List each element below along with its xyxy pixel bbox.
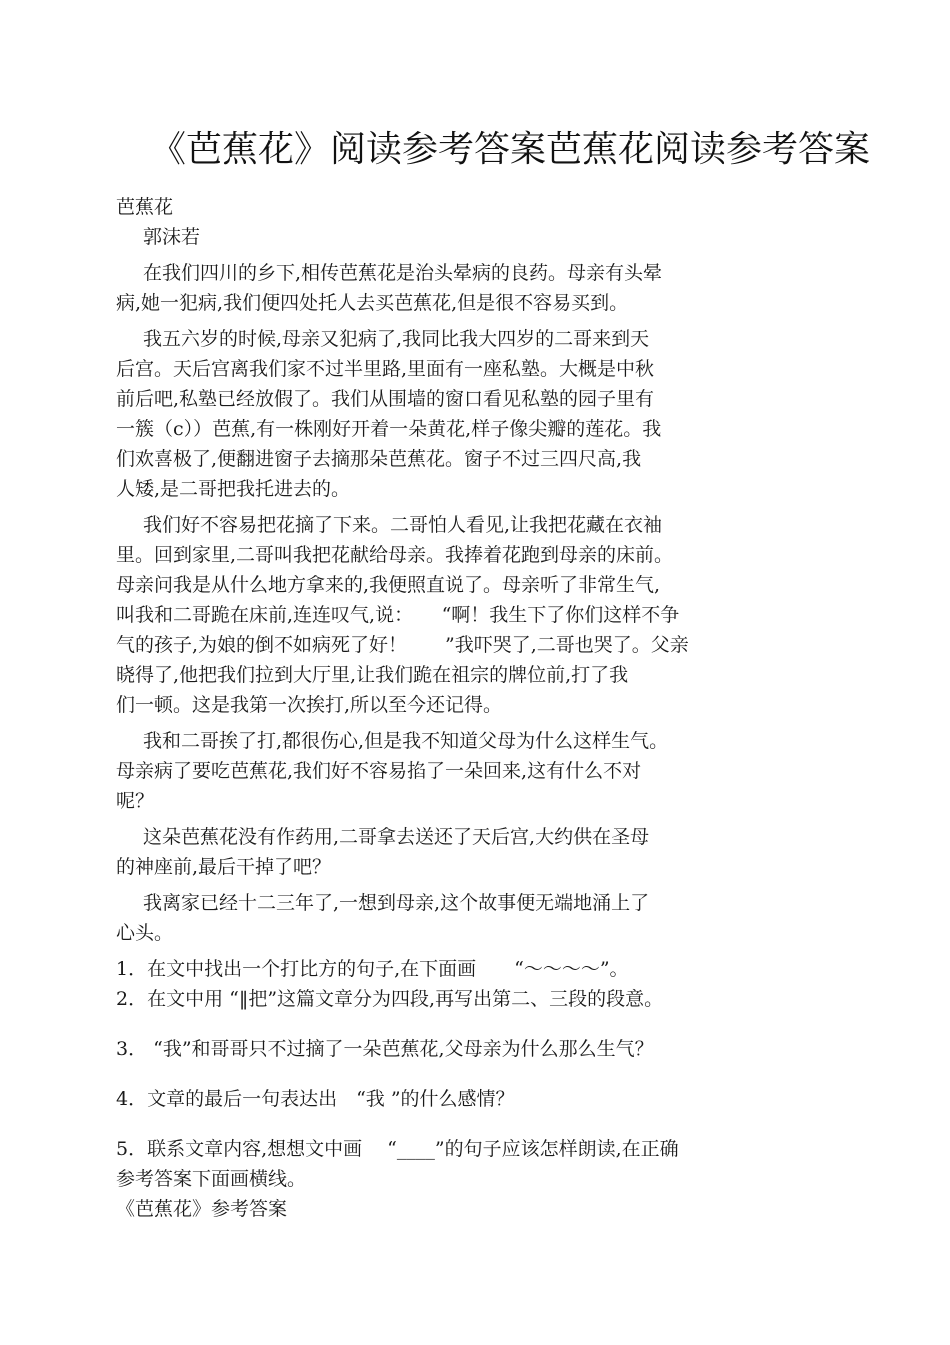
document-title: 《芭蕉花》阅读参考答案芭蕉花阅读参考答案 xyxy=(150,129,871,170)
paragraph-line: 们一顿。这是我第一次挨打,所以至今还记得。 xyxy=(116,694,503,716)
paragraph-line: 后宫。天后宫离我们家不过半里路,里面有一座私塾。大概是中秋 xyxy=(116,358,655,380)
paragraph-line: 气的孩子,为娘的倒不如病死了好！ ”我吓哭了,二哥也哭了。父亲 xyxy=(116,634,689,656)
paragraph-line: 我五六岁的时候,母亲又犯病了,我同比我大四岁的二哥来到天 xyxy=(143,328,650,350)
question-item: 4．文章的最后一句表达出 “我 ”的什么感情？ xyxy=(116,1088,515,1110)
question-item: 5．联系文章内容,想想文中画 “____”的句子应该怎样朗读,在正确 xyxy=(116,1138,679,1160)
paragraph-line: 我离家已经十二三年了,一想到母亲,这个故事便无端地涌上了 xyxy=(143,892,650,914)
paragraph-line: 呢？ xyxy=(116,790,155,812)
question-item: 1．在文中找出一个打比方的句子,在下面画 “～～～～”。 xyxy=(116,958,629,980)
paragraph-line: 人矮,是二哥把我托进去的。 xyxy=(116,478,351,500)
paragraph-line: 母亲病了要吃芭蕉花,我们好不容易掐了一朵回来,这有什么不对 xyxy=(116,760,642,782)
paragraph-line: 们欢喜极了,便翻进窗子去摘那朵芭蕉花。窗子不过三四尺高,我 xyxy=(116,448,642,470)
paragraph-line: 里。回到家里,二哥叫我把花献给母亲。我捧着花跑到母亲的床前。 xyxy=(116,544,674,566)
question-item: 2．在文中用 “‖把”这篇文章分为四段,再写出第二、三段的段意。 xyxy=(116,988,664,1010)
paragraph-line: 我和二哥挨了打,都很伤心,但是我不知道父母为什么这样生气。 xyxy=(143,730,669,752)
paragraph-line: 病,她一犯病,我们便四处托人去买芭蕉花,但是很不容易买到。 xyxy=(116,292,629,314)
paragraph-line: 的神座前,最后干掉了吧？ xyxy=(116,856,332,878)
question-item: 参考答案下面画横线。 xyxy=(116,1168,307,1190)
paragraph-line: 心头。 xyxy=(116,922,174,944)
paragraph-line: 前后吧,私塾已经放假了。我们从围墙的窗口看见私塾的园子里有 xyxy=(116,388,655,410)
document-body xyxy=(116,192,756,1224)
paragraph-line: 在我们四川的乡下,相传芭蕉花是治头晕病的良药。母亲有头晕 xyxy=(143,262,663,284)
question-item: 3． “我”和哥哥只不过摘了一朵芭蕉花,父母亲为什么那么生气？ xyxy=(116,1038,654,1060)
paragraph-line: 母亲问我是从什么地方拿来的,我便照直说了。母亲听了非常生气, xyxy=(116,574,661,596)
article-author: 郭沫若 xyxy=(143,226,201,248)
paragraph-line: 晓得了,他把我们拉到大厅里,让我们跪在祖宗的牌位前,打了我 xyxy=(116,664,629,686)
answer-heading: 《芭蕉花》参考答案 xyxy=(116,1198,288,1220)
paragraph-line: 叫我和二哥跪在床前,连连叹气,说： “啊！我生下了你们这样不争 xyxy=(116,604,680,626)
paragraph-line: 这朵芭蕉花没有作药用,二哥拿去送还了天后宫,大约供在圣母 xyxy=(143,826,650,848)
paragraph-line: 一簇（c））芭蕉,有一株刚好开着一朵黄花,样子像尖瓣的莲花。我 xyxy=(116,418,662,440)
paragraph-line: 我们好不容易把花摘了下来。二哥怕人看见,让我把花藏在衣袖 xyxy=(143,514,663,536)
article-heading: 芭蕉花 xyxy=(116,196,174,218)
